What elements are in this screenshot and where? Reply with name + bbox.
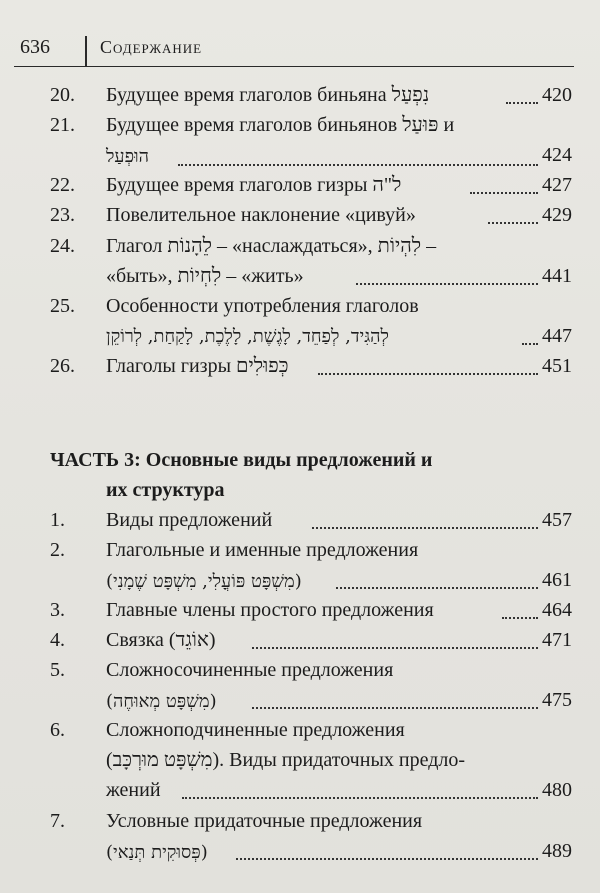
entry-number: 3. <box>50 599 65 621</box>
entry-title: Сложноподчиненные предложения <box>106 719 405 741</box>
entry-number: 20. <box>50 84 75 106</box>
entry-number: 21. <box>50 114 75 136</box>
entry-page: 475 <box>542 689 572 711</box>
entry-title: Будущее время глаголов биньяна נִפְעַל <box>106 84 430 106</box>
entry-title: Глагольные и именные предложения <box>106 539 419 561</box>
dot-leader <box>336 585 538 589</box>
header-divider <box>85 36 87 66</box>
entry-number: 23. <box>50 204 75 226</box>
dot-leader <box>182 795 538 799</box>
entry-page: 471 <box>542 629 572 651</box>
entry-number: 7. <box>50 810 65 832</box>
entry-page: 427 <box>542 174 572 196</box>
entry-title: Главные члены простого предложения <box>106 599 434 621</box>
entry-title: Сложносочиненные предложения <box>106 659 394 681</box>
dot-leader <box>506 100 538 104</box>
entry-page: 451 <box>542 355 572 377</box>
entry-title: Будущее время глаголов биньянов פּוּעַל и <box>106 114 455 136</box>
entry-number: 26. <box>50 355 75 377</box>
dot-leader <box>236 856 538 860</box>
entry-number: 2. <box>50 539 65 561</box>
dot-leader <box>178 162 538 166</box>
entry-number: 22. <box>50 174 75 196</box>
part-title-cont: их структура <box>106 479 225 501</box>
entry-page: 441 <box>542 265 572 287</box>
entry-page: 420 <box>542 84 572 106</box>
entry-number: 4. <box>50 629 65 651</box>
dot-leader <box>522 341 538 345</box>
entry-page: 464 <box>542 599 572 621</box>
entry-title: Связка (אוֹגֵד) <box>106 629 216 651</box>
entry-page: 447 <box>542 325 572 347</box>
entry-title: Условные придаточные предложения <box>106 810 423 832</box>
dot-leader <box>252 705 538 709</box>
entry-page: 457 <box>542 509 572 531</box>
entry-number: 25. <box>50 295 75 317</box>
entry-title: Виды предложений <box>106 509 273 531</box>
entry-number: 6. <box>50 719 65 741</box>
entry-title: Глагол לֵהָנוֹת – «наслаждаться», לִהְיוֹת – <box>106 235 437 257</box>
entry-page: 489 <box>542 840 572 862</box>
entry-title-cont: (מִשְׁפָּט מוּרְכָּב). Виды придаточных предло- <box>106 749 466 771</box>
page-number: 636 <box>20 36 50 58</box>
running-title: Содержание <box>100 37 203 57</box>
entry-number: 1. <box>50 509 65 531</box>
entry-number: 24. <box>50 235 75 257</box>
entry-title-cont: הוּפְעַל <box>106 146 149 167</box>
entry-title: Повелительное наклонение «цивуй» <box>106 204 416 226</box>
dot-leader <box>470 190 538 194</box>
part-title: ЧАСТЬ 3: Основные виды предложений и <box>50 449 433 471</box>
entry-title-cont: (פְּסוּקִית תְּנַאי) <box>106 842 208 863</box>
page-header <box>14 36 574 67</box>
entry-page: 461 <box>542 569 572 591</box>
entry-title-cont: לְהַגִּיד, לְפַחֵד, לָגֶשֶׁת, לָלֶכֶת, לָקַחַת, לְרוֹקֵן <box>106 326 389 347</box>
entry-title: Глаголы гизры כְּפוּלִים <box>106 355 289 377</box>
dot-leader <box>488 220 538 224</box>
entry-title-cont: жений <box>106 779 161 801</box>
dot-leader <box>356 281 538 285</box>
dot-leader <box>502 615 538 619</box>
dot-leader <box>318 371 538 375</box>
entry-title-cont: (מִשְׁפָּט מְאוּחֶה) <box>106 691 217 712</box>
entry-title-cont: «быть», לִחְיוֹת – «жить» <box>106 265 304 287</box>
entry-number: 5. <box>50 659 65 681</box>
entry-page: 429 <box>542 204 572 226</box>
entry-page: 424 <box>542 144 572 166</box>
entry-title-cont: (מִשְׁפָּט פּוֹעֳלִי, מִשְׁפָּט שֶׁמָנִי) <box>106 571 302 592</box>
dot-leader <box>312 525 538 529</box>
entry-title: Особенности употребления глаголов <box>106 295 419 317</box>
entry-title: Будущее время глаголов гизры ל"ה <box>106 174 402 196</box>
entry-page: 480 <box>542 779 572 801</box>
dot-leader <box>252 645 538 649</box>
